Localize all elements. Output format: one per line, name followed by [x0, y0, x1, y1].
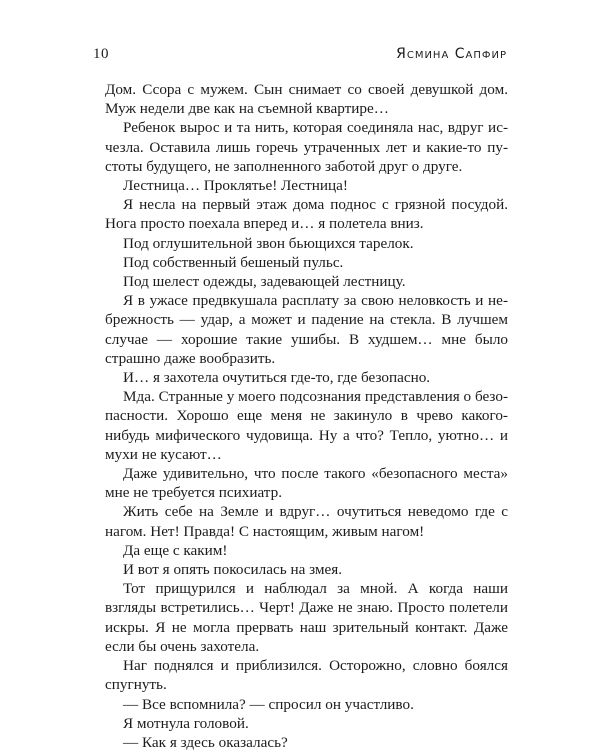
paragraph: Под оглушительной звон бьющихся тарелок.	[123, 234, 414, 252]
paragraph: — Как я здесь оказалась?	[123, 733, 288, 751]
body-text	[105, 80, 508, 752]
paragraph: И вот я опять покосилась на змея.	[123, 561, 343, 579]
paragraph: Лестница… Проклятье! Лестница!	[123, 177, 348, 195]
paragraph: Под собственный бешеный пульс.	[123, 253, 344, 271]
paragraph: Даже удивительно, что после такого «безопасного места» мне не требуется психиатр.	[105, 465, 508, 502]
paragraph: Тот прищурился и наблюдал за мной. А когда наши взгляды встретились… Черт! Даже не знаю. Просто полетели искры. Я не могла прервать наш зрительный контакт. Даже если бы очень захотела.	[105, 580, 508, 655]
paragraph: Я несла на первый этаж дома поднос с грязной посудой. Нога просто поехала вперед и… я полетела вниз.	[105, 196, 508, 233]
running-head-author: Ясмина Сапфир	[396, 46, 507, 62]
page-number: 10	[93, 46, 109, 62]
paragraph: Дом. Ссора с мужем. Сын снимает со своей девушкой дом. Муж недели две как на съемной квартире…	[105, 81, 508, 118]
paragraph: Да еще с каким!	[123, 541, 228, 559]
paragraph: Я в ужасе предвкушала расплату за свою неловкость и небрежность — удар, а может и падение на стекла. В лучшем случае — хорошие такие ушибы. В худшем… мне было страшно даже вообразить.	[105, 292, 508, 367]
paragraph: Под шелест одежды, задевающей лестницу.	[123, 273, 406, 291]
paragraph: Ребенок вырос и та нить, которая соединяла нас, вдруг исчезла. Оставила лишь горечь утраченных лет и какие-то пустоты будущего, не заполненного заботой друг о друге.	[105, 119, 508, 175]
paragraph: Жить себе на Земле и вдруг… очутиться неведомо где с нагом. Нет! Правда! С настоящим, живым нагом!	[105, 503, 508, 540]
page-header	[93, 46, 507, 63]
paragraph: Наг поднялся и приблизился. Осторожно, словно боялся спугнуть.	[105, 657, 508, 694]
paragraph: — Все вспомнила? — спросил он участливо.	[123, 695, 414, 713]
paragraph: И… я захотела очутиться где-то, где безопасно.	[123, 369, 431, 387]
paragraph: Мда. Странные у моего подсознания представления о безопасности. Хорошо еще меня не закинуло в чрево какого-нибудь мифического чудовища. Ну а что? Тепло, уютно… и мухи не кусают…	[105, 388, 508, 463]
paragraph: Я мотнула головой.	[123, 714, 249, 732]
